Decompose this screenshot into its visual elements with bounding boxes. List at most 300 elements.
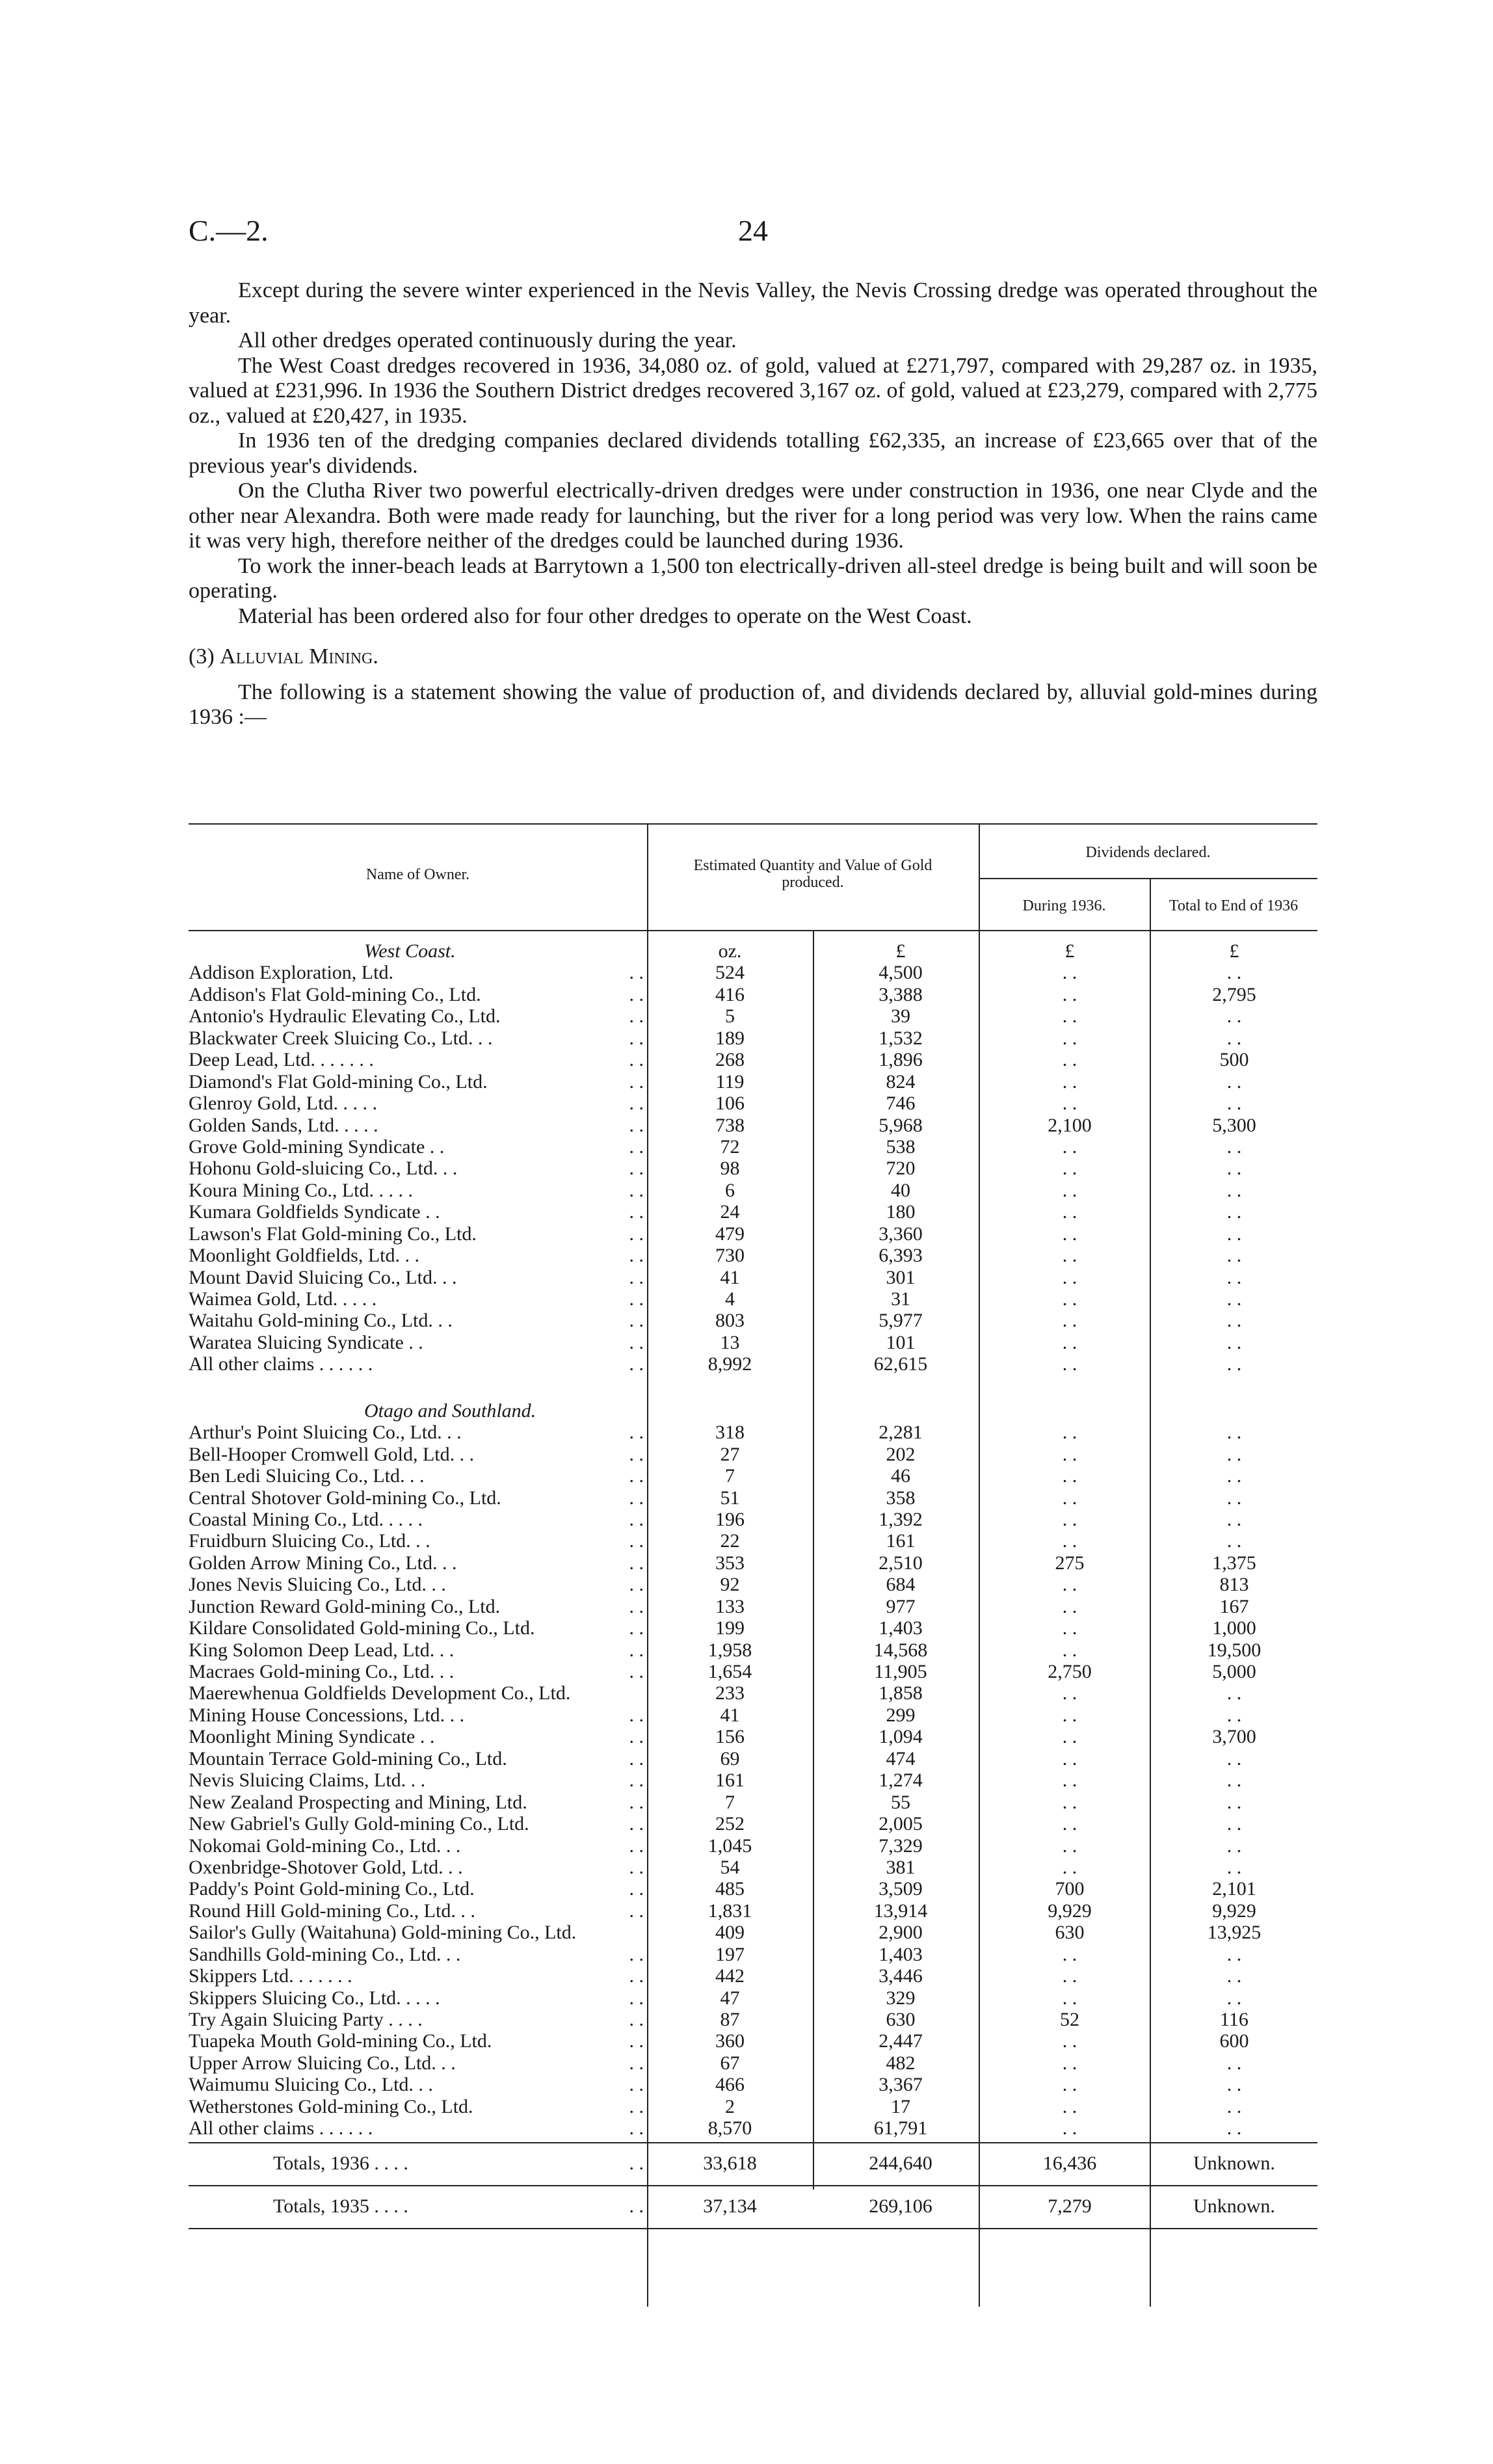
dividend-1936: . . [1062, 1070, 1077, 1093]
value-pounds: 299 [886, 1704, 916, 1726]
leader-dots: . . [629, 1661, 644, 1682]
leader-dots: . . [629, 1813, 644, 1835]
dividend-1936: . . [1062, 1049, 1077, 1071]
owner-name: Upper Arrow Sluicing Co., Ltd. . . [189, 2052, 456, 2074]
leader-dots: . . [629, 1747, 644, 1769]
table-row [189, 1639, 1317, 1661]
table-intro: The following is a statement showing the value of production of, and dividends declared by, alluvial gold-mines during 1936 :— [189, 680, 1317, 729]
section-title: Alluvial Mining. [220, 644, 378, 669]
dividend-1936: . . [1062, 1943, 1077, 1965]
group-name: West Coast. [364, 940, 456, 962]
alluvial-mines-table [189, 823, 1317, 2228]
leader-dots: . . [629, 1530, 644, 1552]
value-pounds: 2,447 [879, 2030, 923, 2052]
quantity-oz: 22 [720, 1530, 740, 1552]
leader-dots: . . [629, 983, 644, 1005]
table-row [189, 1813, 1317, 1835]
leader-dots: . . [629, 1769, 644, 1792]
table-body [189, 931, 1317, 2228]
dividend-1936: 9,929 [1048, 1900, 1092, 1922]
value-pounds: 6,393 [879, 1245, 923, 1267]
leader-dots: . . [629, 2052, 644, 2074]
quantity-oz: 233 [715, 1682, 745, 1704]
dividend-total: . . [1226, 1704, 1242, 1726]
dividend-1936: . . [1062, 1465, 1077, 1487]
owner-name: Macraes Gold-mining Co., Ltd. . . [189, 1661, 455, 1682]
dividend-total: . . [1226, 1747, 1242, 1769]
dividend-total: . . [1226, 1245, 1242, 1267]
value-pounds: 1,858 [879, 1682, 923, 1704]
dividend-total: 1,375 [1212, 1552, 1256, 1574]
table-row [189, 1158, 1317, 1179]
dividend-1936: . . [1062, 1245, 1077, 1267]
table-row [189, 1617, 1317, 1639]
dividend-total: . . [1226, 1943, 1242, 1965]
table-row [189, 962, 1317, 983]
dividend-total: . . [1226, 1987, 1242, 2009]
leader-dots: . . [629, 1791, 644, 1813]
totals-label: Totals, 1935 . . . . [273, 2195, 408, 2217]
dividend-total: . . [1226, 2052, 1242, 2074]
leader-dots: . . [629, 1487, 644, 1509]
leader-dots: . . [629, 1639, 644, 1661]
owner-name: Addison Exploration, Ltd. [189, 962, 393, 984]
leader-dots: . . [629, 1422, 644, 1444]
owner-name: New Gabriel's Gully Gold-mining Co., Ltd. [189, 1813, 529, 1835]
quantity-oz: 2 [725, 2095, 735, 2117]
quantity-oz: 199 [715, 1617, 745, 1639]
quantity-oz: 8,570 [707, 2117, 752, 2139]
value-pounds: 3,509 [879, 1878, 923, 1900]
table-row [189, 940, 1317, 962]
dividend-1936: . . [1062, 2052, 1077, 2074]
value-pounds: 2,510 [879, 1552, 923, 1574]
leader-dots: . . [629, 1617, 644, 1639]
dividend-total: 3,700 [1212, 1726, 1256, 1748]
dividend-total: . . [1226, 1530, 1242, 1552]
leader-dots: . . [629, 1595, 644, 1617]
owner-name: Skippers Ltd. . . . . . . [189, 1965, 352, 1987]
dividend-1936: . . [1062, 1093, 1077, 1115]
quantity-oz: 524 [715, 962, 745, 984]
value-pounds: 5,968 [879, 1114, 923, 1136]
dividend-total: . . [1226, 1682, 1242, 1704]
quantity-oz: 409 [715, 1922, 745, 1944]
leader-dots: . . [629, 2030, 644, 2052]
quantity-oz: 24 [720, 1201, 740, 1223]
owner-name: Sandhills Gold-mining Co., Ltd. . . [189, 1943, 461, 1965]
leader-dots: . . [629, 1726, 644, 1748]
value-pounds: 62,615 [873, 1353, 928, 1375]
table-row [189, 1332, 1317, 1353]
dividend-1936: . . [1062, 1443, 1077, 1465]
quantity-oz: 67 [720, 2052, 740, 2074]
owner-name: Moonlight Mining Syndicate . . [189, 1726, 435, 1748]
dividend-total: . . [1226, 2117, 1242, 2139]
owner-name: Koura Mining Co., Ltd. . . . . [189, 1179, 413, 1201]
leader-dots: . . [629, 1856, 644, 1878]
table-row [189, 1878, 1317, 1900]
dividend-total: . . [1226, 1835, 1242, 1857]
table-row [189, 1027, 1317, 1049]
value-pounds: 40 [891, 1179, 910, 1201]
quantity-oz: 197 [715, 1943, 745, 1965]
value-pounds: 1,403 [879, 1943, 923, 1965]
leader-dots: . . [629, 1465, 644, 1487]
quantity-oz: 47 [720, 1987, 740, 2009]
quantity-oz: 6 [725, 1179, 735, 1201]
unit-oz: oz. [718, 940, 742, 962]
dividend-1936: . . [1062, 1639, 1077, 1661]
owner-name: Wetherstones Gold-mining Co., Ltd. [189, 2095, 473, 2117]
owner-name: King Solomon Deep Lead, Ltd. . . [189, 1639, 455, 1661]
dividend-total: 13,925 [1207, 1922, 1262, 1944]
totals-row: Totals, 1936 . . . . . . 33,618 244,640 16,436 Unknown. [189, 2142, 1317, 2185]
dividend-1936: . . [1062, 1179, 1077, 1201]
quantity-oz: 156 [715, 1726, 745, 1748]
owner-name: Skippers Sluicing Co., Ltd. . . . . [189, 1987, 440, 2009]
value-pounds: 180 [886, 1201, 916, 1223]
quantity-oz: 189 [715, 1027, 745, 1049]
owner-name: Fruidburn Sluicing Co., Ltd. . . [189, 1530, 430, 1552]
dividend-1936: . . [1062, 2074, 1077, 2096]
dividend-total: 5,300 [1212, 1114, 1256, 1136]
owner-name: Antonio's Hydraulic Elevating Co., Ltd. [189, 1005, 501, 1027]
table-row [189, 1049, 1317, 1070]
leader-dots: . . [629, 2095, 644, 2117]
owner-name: Waitahu Gold-mining Co., Ltd. . . [189, 1310, 453, 1332]
leader-dots: . . [629, 1027, 644, 1049]
table-row [189, 2052, 1317, 2074]
owner-name: Kumara Goldfields Syndicate . . [189, 1201, 440, 1223]
table-row [189, 1115, 1317, 1136]
table-row [189, 1552, 1317, 1574]
totals-during: 7,279 [1048, 2195, 1092, 2217]
header-dividends: Dividends declared. [1085, 844, 1211, 861]
value-pounds: 482 [886, 2052, 916, 2074]
dividend-total: . . [1226, 1223, 1242, 1245]
table-row [189, 1987, 1317, 2009]
dividend-total: . . [1226, 2074, 1242, 2096]
owner-name: Glenroy Gold, Ltd. . . . . [189, 1093, 377, 1115]
leader-dots: . . [629, 2009, 644, 2030]
quantity-oz: 7 [725, 1465, 735, 1487]
quantity-oz: 1,045 [707, 1835, 752, 1857]
dividend-1936: . . [1062, 1331, 1077, 1353]
quantity-oz: 41 [720, 1704, 740, 1726]
dividend-total: 2,795 [1212, 983, 1256, 1005]
value-pounds: 538 [886, 1135, 916, 1158]
dividend-1936: . . [1062, 1813, 1077, 1835]
value-pounds: 720 [886, 1158, 916, 1180]
header-during: During 1936. [1022, 897, 1106, 914]
value-pounds: 977 [886, 1595, 916, 1617]
dividend-1936: . . [1062, 1508, 1077, 1530]
table-row [189, 984, 1317, 1005]
dividend-total: 9,929 [1212, 1900, 1256, 1922]
dividend-total: . . [1226, 1070, 1242, 1093]
table-row [189, 1574, 1317, 1595]
table-row [189, 1944, 1317, 1965]
table-row [189, 1835, 1317, 1857]
header-quantity: Estimated Quantity and Value of Gold produced. [693, 857, 932, 891]
quantity-oz: 133 [715, 1595, 745, 1617]
value-pounds: 630 [886, 2009, 916, 2030]
dividend-total: . . [1226, 1093, 1242, 1115]
dividend-1936: . . [1062, 1574, 1077, 1596]
dividend-total: . . [1226, 1331, 1242, 1353]
dividend-total: . . [1226, 1965, 1242, 1987]
table-row [189, 1245, 1317, 1266]
quantity-oz: 54 [720, 1856, 740, 1878]
owner-name: Lawson's Flat Gold-mining Co., Ltd. [189, 1223, 477, 1245]
owner-name: Round Hill Gold-mining Co., Ltd. . . [189, 1900, 475, 1922]
value-pounds: 474 [886, 1747, 916, 1769]
owner-name: Golden Arrow Mining Co., Ltd. . . [189, 1552, 457, 1574]
quantity-oz: 1,654 [707, 1661, 752, 1682]
table-row [189, 1400, 1317, 1422]
leader-dots: . . [629, 1704, 644, 1726]
quantity-oz: 268 [715, 1049, 745, 1071]
dividend-1936: . . [1062, 1201, 1077, 1223]
value-pounds: 39 [891, 1005, 910, 1027]
dividend-total: 167 [1219, 1595, 1249, 1617]
table-row [189, 1748, 1317, 1769]
dividend-1936: . . [1062, 1987, 1077, 2009]
value-pounds: 46 [891, 1465, 910, 1487]
value-pounds: 329 [886, 1987, 916, 2009]
quantity-oz: 7 [725, 1791, 735, 1813]
quantity-oz: 13 [720, 1331, 740, 1353]
totals-oz: 37,134 [703, 2195, 757, 2217]
quantity-oz: 318 [715, 1422, 745, 1444]
value-pounds: 17 [891, 2095, 910, 2117]
quantity-oz: 738 [715, 1114, 745, 1136]
owner-name: Maerewhenua Goldfields Development Co., Ltd. [189, 1682, 571, 1704]
body-text [189, 278, 1317, 730]
dividend-1936: . . [1062, 2117, 1077, 2139]
value-pounds: 4,500 [879, 962, 923, 984]
value-pounds: 1,532 [879, 1027, 923, 1049]
group-name: Otago and Southland. [364, 1399, 536, 1422]
owner-name: Waimumu Sluicing Co., Ltd. . . [189, 2074, 433, 2096]
dividend-total: . . [1226, 1027, 1242, 1049]
leader-dots: . . [629, 1158, 644, 1180]
owner-name: Nokomai Gold-mining Co., Ltd. . . [189, 1835, 461, 1857]
section-heading [189, 644, 1317, 670]
value-pounds: 1,274 [879, 1769, 923, 1792]
dividend-1936: . . [1062, 1135, 1077, 1158]
leader-dots: . . [629, 1288, 644, 1310]
owner-name: Addison's Flat Gold-mining Co., Ltd. [189, 983, 481, 1005]
dividend-1936: . . [1062, 1965, 1077, 1987]
dividend-1936: 700 [1055, 1878, 1085, 1900]
quantity-oz: 72 [720, 1135, 740, 1158]
leader-dots: . . [629, 1574, 644, 1596]
unit-value: £ [895, 940, 906, 962]
dividend-total: . . [1226, 1288, 1242, 1310]
dividend-1936: 630 [1055, 1922, 1085, 1944]
dividend-1936: . . [1062, 1682, 1077, 1704]
owner-name: Paddy's Point Gold-mining Co., Ltd. [189, 1878, 475, 1900]
owner-name: All other claims . . . . . . [189, 1353, 373, 1375]
dividend-1936: . . [1062, 962, 1077, 984]
leader-dots: . . [629, 1179, 644, 1201]
value-pounds: 3,367 [879, 2074, 923, 2096]
owner-name: Diamond's Flat Gold-mining Co., Ltd. [189, 1070, 488, 1093]
owner-name: Waimea Gold, Ltd. . . . . [189, 1288, 377, 1310]
dividend-1936: . . [1062, 2095, 1077, 2117]
dividend-1936: . . [1062, 1353, 1077, 1375]
owner-name: Arthur's Point Sluicing Co., Ltd. . . [189, 1422, 462, 1444]
quantity-oz: 41 [720, 1266, 740, 1288]
section-number: (3) [189, 644, 215, 669]
leader-dots: . . [629, 1245, 644, 1267]
leader-dots: . . [629, 1201, 644, 1223]
leader-dots: . . [629, 2074, 644, 2096]
paragraph: On the Clutha River two powerful electrically-driven dredges were under construction in 1936, one near Clyde and the other near Alexandra. Both were made ready for launching, but the river for a long period was very low. When the rains came it was very high, therefore neither of the dredges could be launched during 1936. [189, 479, 1317, 553]
value-pounds: 824 [886, 1070, 916, 1093]
owner-name: Try Again Sluicing Party . . . . [189, 2009, 423, 2030]
table-row [189, 1201, 1317, 1223]
dividend-1936: . . [1062, 1747, 1077, 1769]
dividend-total: . . [1226, 1791, 1242, 1813]
dividend-total: 813 [1219, 1574, 1249, 1596]
owner-name: Sailor's Gully (Waitahuna) Gold-mining Co., Ltd. [189, 1922, 577, 1944]
quantity-oz: 1,958 [707, 1639, 752, 1661]
value-pounds: 1,094 [879, 1726, 923, 1748]
table-row [189, 1509, 1317, 1530]
totals-during: 16,436 [1042, 2152, 1097, 2174]
value-pounds: 61,791 [873, 2117, 928, 2139]
table-row [189, 1180, 1317, 1201]
leader-dots: . . [629, 1552, 644, 1574]
dividend-total: . . [1226, 1005, 1242, 1027]
value-pounds: 2,900 [879, 1922, 923, 1944]
dividend-1936: . . [1062, 983, 1077, 1005]
owner-name: Coastal Mining Co., Ltd. . . . . [189, 1508, 423, 1530]
totals-oz: 33,618 [703, 2152, 757, 2174]
owner-name: New Zealand Prospecting and Mining, Ltd. [189, 1791, 527, 1813]
leader-dots: . . [629, 1900, 644, 1922]
dividend-total: . . [1226, 1353, 1242, 1375]
table-row [189, 1465, 1317, 1487]
dividend-1936: . . [1062, 1027, 1077, 1049]
quantity-oz: 161 [715, 1769, 745, 1792]
owner-name: Nevis Sluicing Claims, Ltd. . . [189, 1769, 426, 1792]
table-row [189, 2030, 1317, 2052]
quantity-oz: 442 [715, 1965, 745, 1987]
value-pounds: 746 [886, 1093, 916, 1115]
quantity-oz: 92 [720, 1574, 740, 1596]
dividend-1936: 275 [1055, 1552, 1085, 1574]
dividend-1936: . . [1062, 1310, 1077, 1332]
dividend-total: . . [1226, 1465, 1242, 1487]
quantity-oz: 252 [715, 1813, 745, 1835]
dividend-1936: . . [1062, 1791, 1077, 1813]
table-row [189, 1267, 1317, 1288]
leader-dots: . . [629, 1266, 644, 1288]
table-row [189, 2096, 1317, 2117]
dividend-1936: . . [1062, 1422, 1077, 1444]
quantity-oz: 69 [720, 1747, 740, 1769]
table-row [189, 1005, 1317, 1027]
quantity-oz: 8,992 [707, 1353, 752, 1375]
unit-total: £ [1229, 940, 1239, 962]
leader-dots: . . [629, 1310, 644, 1332]
table-row [189, 1726, 1317, 1747]
owner-name: Central Shotover Gold-mining Co., Ltd. [189, 1487, 501, 1509]
dividend-total: 116 [1220, 2009, 1249, 2030]
leader-dots: . . [629, 1443, 644, 1465]
table-row [189, 2117, 1317, 2139]
leader-dots: . . [629, 1049, 644, 1071]
dividend-total: . . [1226, 1135, 1242, 1158]
owner-name: Jones Nevis Sluicing Co., Ltd. . . [189, 1574, 446, 1596]
table-row [189, 1792, 1317, 1813]
dividend-total: . . [1226, 1422, 1242, 1444]
table-row [189, 2074, 1317, 2095]
value-pounds: 358 [886, 1487, 916, 1509]
dividend-1936: . . [1062, 1856, 1077, 1878]
totals-label: Totals, 1936 . . . . [273, 2152, 408, 2174]
quantity-oz: 106 [715, 1093, 745, 1115]
leader-dots: . . [629, 1223, 644, 1245]
dividend-1936: . . [1062, 1288, 1077, 1310]
dividend-total: . . [1226, 1310, 1242, 1332]
value-pounds: 11,905 [874, 1661, 927, 1682]
quantity-oz: 803 [715, 1310, 745, 1332]
value-pounds: 13,914 [873, 1900, 928, 1922]
dividend-1936: . . [1062, 1005, 1077, 1027]
leader-dots: . . [629, 2117, 644, 2139]
totals-value: 244,640 [869, 2152, 932, 2174]
owner-name: Golden Sands, Ltd. . . . . [189, 1114, 378, 1136]
owner-name: Mountain Terrace Gold-mining Co., Ltd. [189, 1747, 507, 1769]
owner-name: Tuapeka Mouth Gold-mining Co., Ltd. [189, 2030, 492, 2052]
leader-dots: . . [629, 1878, 644, 1900]
paragraph: The West Coast dredges recovered in 1936, 34,080 oz. of gold, valued at £271,797, compared with 29,287 oz. in 1935, valued at £231,996. In 1936 the Southern District dredges recovered 3,167 oz. of gold, valued at £23,279, compared with 2,775 oz., valued at £20,427, in 1935. [189, 353, 1317, 428]
quantity-oz: 485 [715, 1878, 745, 1900]
table-row [189, 1661, 1317, 1682]
dividend-total: . . [1226, 1508, 1242, 1530]
dividend-1936: . . [1062, 1595, 1077, 1617]
table-row [189, 2009, 1317, 2030]
quantity-oz: 416 [715, 983, 745, 1005]
value-pounds: 1,403 [879, 1617, 923, 1639]
dividend-1936: . . [1062, 1769, 1077, 1792]
dividend-total: 500 [1219, 1049, 1249, 1071]
value-pounds: 14,568 [873, 1639, 928, 1661]
owner-name: Mining House Concessions, Ltd. . . [189, 1704, 465, 1726]
dividend-total: 2,101 [1212, 1878, 1256, 1900]
owner-name: Kildare Consolidated Gold-mining Co., Ltd. [189, 1617, 535, 1639]
header-total: Total to End of 1936 [1169, 897, 1299, 914]
table-row [189, 1422, 1317, 1443]
owner-name: Waratea Sluicing Syndicate . . [189, 1331, 423, 1353]
value-pounds: 31 [891, 1288, 910, 1310]
owner-name: Bell-Hooper Cromwell Gold, Ltd. . . [189, 1443, 475, 1465]
leader-dots: . . [629, 1353, 644, 1375]
value-pounds: 202 [886, 1443, 916, 1465]
dividend-1936: . . [1062, 1726, 1077, 1748]
quantity-oz: 98 [720, 1158, 740, 1180]
dividend-total: . . [1226, 1158, 1242, 1180]
paragraph: Except during the severe winter experienced in the Nevis Valley, the Nevis Crossing dredge was operated throughout the year. [189, 278, 1317, 328]
dividend-total: . . [1226, 1266, 1242, 1288]
table-row [189, 1444, 1317, 1465]
dividend-total: 5,000 [1212, 1661, 1256, 1682]
